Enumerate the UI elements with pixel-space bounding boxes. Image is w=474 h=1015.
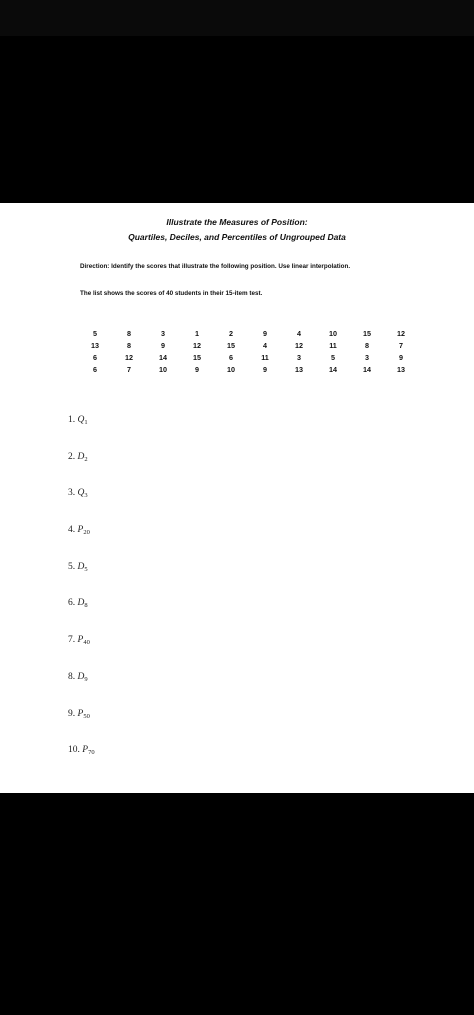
- score-cell: 5: [331, 352, 335, 362]
- score-cell: 1: [195, 328, 199, 338]
- score-cell: 10: [227, 364, 235, 374]
- worksheet-title: Illustrate the Measures of Position:: [166, 217, 308, 227]
- score-cell: 8: [127, 328, 131, 338]
- question-number: 9.: [68, 708, 76, 719]
- score-row: [78, 351, 418, 363]
- score-cell: 12: [125, 352, 133, 362]
- measure-symbol: Q: [77, 415, 85, 425]
- measure-subscript: 1: [84, 419, 88, 426]
- score-cell: 5: [93, 328, 97, 338]
- measure-subscript: 50: [83, 712, 90, 720]
- score-cell: 11: [329, 340, 337, 350]
- intro-text: The list shows the scores of 40 students in their 15-item test.: [80, 290, 263, 297]
- score-cell: 15: [193, 352, 201, 362]
- score-cell: 10: [329, 328, 337, 338]
- score-cell: 9: [195, 364, 199, 374]
- measure-subscript: 8: [84, 602, 88, 610]
- score-cell: 12: [295, 340, 303, 350]
- question-number: 6.: [68, 598, 76, 609]
- measure-symbol: D: [77, 598, 85, 609]
- score-cell: 8: [127, 340, 131, 350]
- question-number: 2.: [68, 451, 76, 462]
- score-cell: 13: [397, 364, 405, 374]
- measure-symbol: Q: [77, 488, 85, 499]
- question-item: [68, 415, 95, 452]
- question-item: [68, 598, 95, 635]
- question-number: 1.: [68, 415, 76, 425]
- measure-symbol: D: [77, 451, 85, 462]
- score-cell: 3: [365, 352, 369, 362]
- score-cell: 7: [399, 340, 403, 350]
- score-row: [78, 327, 418, 339]
- question-item: [68, 488, 95, 525]
- question-item: [68, 672, 95, 709]
- scores-table: [78, 327, 418, 375]
- question-number: 5.: [68, 561, 76, 572]
- score-cell: 2: [229, 328, 233, 338]
- question-item: [68, 525, 95, 562]
- measure-symbol: D: [77, 561, 85, 572]
- measure-symbol: P: [77, 635, 84, 646]
- score-cell: 6: [93, 364, 97, 374]
- score-row: [78, 339, 418, 351]
- score-cell: 14: [329, 364, 337, 374]
- question-number: 8.: [68, 671, 76, 682]
- score-cell: 14: [159, 352, 167, 362]
- score-cell: 11: [261, 352, 269, 362]
- score-cell: 9: [263, 328, 267, 338]
- question-item: [68, 452, 95, 489]
- worksheet-page: [0, 203, 474, 793]
- question-number: 10.: [68, 745, 80, 756]
- question-number: 7.: [68, 635, 76, 646]
- status-bar: [0, 0, 474, 36]
- score-cell: 3: [297, 352, 301, 362]
- score-cell: 6: [229, 352, 233, 362]
- question-item: [68, 709, 95, 746]
- score-cell: 15: [363, 328, 371, 338]
- measure-subscript: 70: [88, 749, 95, 757]
- score-cell: 10: [159, 364, 167, 374]
- score-cell: 9: [263, 364, 267, 374]
- score-cell: 13: [91, 340, 99, 350]
- measure-subscript: 20: [83, 529, 90, 537]
- measure-subscript: 9: [84, 675, 88, 683]
- score-cell: 6: [93, 352, 97, 362]
- direction-text: Direction: Identify the scores that illustrate the following position. Use linear interpolation.: [80, 263, 351, 270]
- questions-list: [68, 415, 95, 782]
- measure-subscript: 40: [83, 639, 90, 647]
- score-cell: 9: [161, 340, 165, 350]
- score-row: [78, 363, 418, 375]
- measure-subscript: 5: [84, 565, 88, 573]
- question-item: [68, 745, 95, 782]
- score-cell: 8: [365, 340, 369, 350]
- measure-subscript: 3: [84, 492, 88, 500]
- score-cell: 12: [193, 340, 201, 350]
- question-item: [68, 635, 95, 672]
- score-cell: 15: [227, 340, 235, 350]
- score-cell: 12: [397, 328, 405, 338]
- score-cell: 4: [263, 340, 267, 350]
- score-cell: 3: [161, 328, 165, 338]
- score-cell: 13: [295, 364, 303, 374]
- question-number: 4.: [68, 525, 76, 536]
- score-cell: 4: [297, 328, 301, 338]
- measure-symbol: P: [82, 745, 89, 756]
- score-cell: 14: [363, 364, 371, 374]
- question-item: [68, 562, 95, 599]
- measure-symbol: P: [77, 525, 84, 536]
- score-cell: 7: [127, 364, 131, 374]
- measure-subscript: 2: [84, 455, 88, 463]
- measure-symbol: P: [77, 708, 84, 719]
- measure-symbol: D: [77, 671, 85, 682]
- score-cell: 9: [399, 352, 403, 362]
- question-number: 3.: [68, 488, 76, 499]
- worksheet-subtitle: Quartiles, Deciles, and Percentiles of Ungrouped Data: [128, 232, 346, 242]
